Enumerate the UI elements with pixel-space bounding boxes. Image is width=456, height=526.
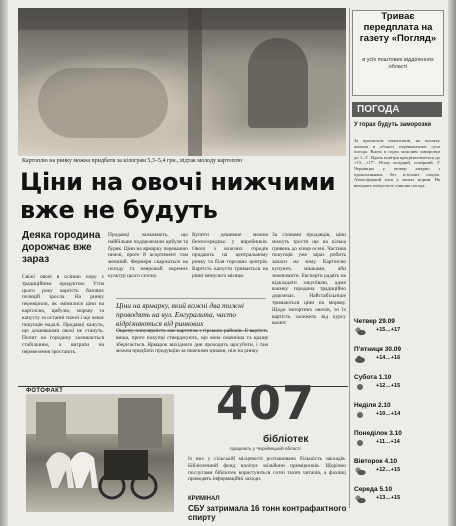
cloud-sun-icon: [354, 326, 366, 336]
weather-day: П'ятниця 30.09 +14…+16: [354, 346, 442, 368]
article-column-2: Продавці зазначають, що найбільше подорожчали цибуля та буряк. Ціни на ярмарку переважно нижчі, проте й асортимент там менший. Фермери скаржаться на погоду та неврожай окремих культур цього сезону.: [108, 232, 188, 279]
weather-day: Неділя 2.10 +10…+14: [354, 402, 442, 424]
article-column-4: За словами продавців, ціни можуть зрости ще на кілька гривень до кінця осені. Частина покупців уже зараз робить запаси на зиму. Картоплю купують мішками, аби зекономити. Експерти радять не відкладати закупівлю, адже взимку городина традиційно дорожчає. Найстабільніше тримаються ціни на моркву. Щодо імпортних овочів, то їх вартість залежить від курсу валют.: [272, 232, 346, 327]
weather-day: Понеділок 3.10 +11…+14: [354, 430, 442, 452]
weather-header: ПОГОДА: [352, 102, 442, 117]
libraries-text: Із них у сільській місцевості розташовано більшість закладів. Бібліотечний фонд налічує мільйони примірників. Щорічно послугами бібліотек користуються сотні тисяч читачів, а фахівці проводять інформаційні заходи.: [188, 456, 346, 483]
sun-icon: [354, 382, 366, 392]
pull-quote: Ціни на ярмарку, який кожні два тижні проводять на вул. Енгуральта, часто відрізняються від ринкових: [116, 298, 266, 331]
crime-tag: КРИМІНАЛ: [188, 496, 220, 502]
crime-headline: СБУ затримала 16 тонн контрафактного спирту: [188, 504, 347, 522]
cloud-icon: [354, 354, 366, 364]
article-column-5: Окрему популярність має картопля з гірських районів. Її вартість вища, проте покупці стверджують, що вона смачніша та краще зберігається. Ярмарок вихідного дня проходить щосуботи, і там можна придбати продукцію за нижчими цінами, ніж на ринку.: [116, 328, 268, 355]
article-column-1: Свіжі овочі в осінню пору є традиційним продуктом. Утім цього року вартість базових позицій зросла. На ринку перевірили, як змінилися ціни на картоплю, цибулю, моркву та капусту за останні тижні і що чекає покупців надалі. Продавці кажуть, що дешевшими овочі не стануть. Попит на городину залишається стабільним, а витрати на перевезення зростають.: [22, 274, 104, 355]
weather-title: У горах будуть заморозки: [354, 122, 432, 128]
market-photo: [18, 8, 346, 156]
cloud-sun-icon: [354, 466, 366, 476]
library-count: 407: [216, 376, 316, 430]
photo-caption: Картоплю на ринку можна придбати за кілограм 5,3–5,4 грн., відтак молоду картоплю: [22, 158, 243, 164]
cloud-sun-icon: [354, 494, 366, 504]
ad-text: в усіх поштових відділеннях області: [362, 57, 434, 70]
weather-day: Вівторок 4.10 +12…+15: [354, 458, 442, 480]
carriage-photo: [26, 394, 174, 512]
weather-day: Середа 5.10 +13…+15: [354, 486, 442, 508]
article-column-3: Купити дешевше можна безпосередньо у виробників. Овочі з власних городів продають на центральному ринку та біля торгових центрів. Вартість капусти тримається на рівні минулого місяця.: [192, 232, 268, 279]
sun-icon: [354, 438, 366, 448]
sun-icon: [354, 410, 366, 420]
library-count-subtitle: працюють у Чернівецькій області: [230, 446, 301, 451]
ad-title: Триває передплата на газету «Погляд»: [359, 11, 437, 44]
newspaper-page: [8, 0, 448, 526]
weather-text: За прогнозом синоптиків, на початку жовтня в області переважатиме суха погода. Вночі в горах можливі заморозки до 1–3°. Вдень повітря прогріватиметься до +15…+17°. Вітер західний, помірний. У Чернівцях у четвер хмарно з проясненнями, без істотних опадів. Атмосферний тиск у межах норми. На вихідних очікується сонячна погода.: [354, 138, 440, 188]
paper-fold-right: [448, 0, 456, 526]
weather-day: Субота 1.10 +12…+15: [354, 374, 442, 396]
library-count-label: бібліотек: [263, 434, 309, 445]
photofact-tag: ФОТОФАКТ: [26, 388, 64, 394]
article-subheadline: Деяка городина дорожчає вже зараз: [22, 230, 101, 265]
paper-fold-left: [0, 0, 8, 526]
article-headline: Ціни на овочі нижчими вже не будуть: [20, 168, 336, 224]
weather-day: Четвер 29.09 +15…+17: [354, 318, 442, 340]
sidebar-divider: [349, 8, 350, 508]
subscription-ad: [352, 10, 444, 96]
carriage-illustration: [26, 394, 174, 512]
